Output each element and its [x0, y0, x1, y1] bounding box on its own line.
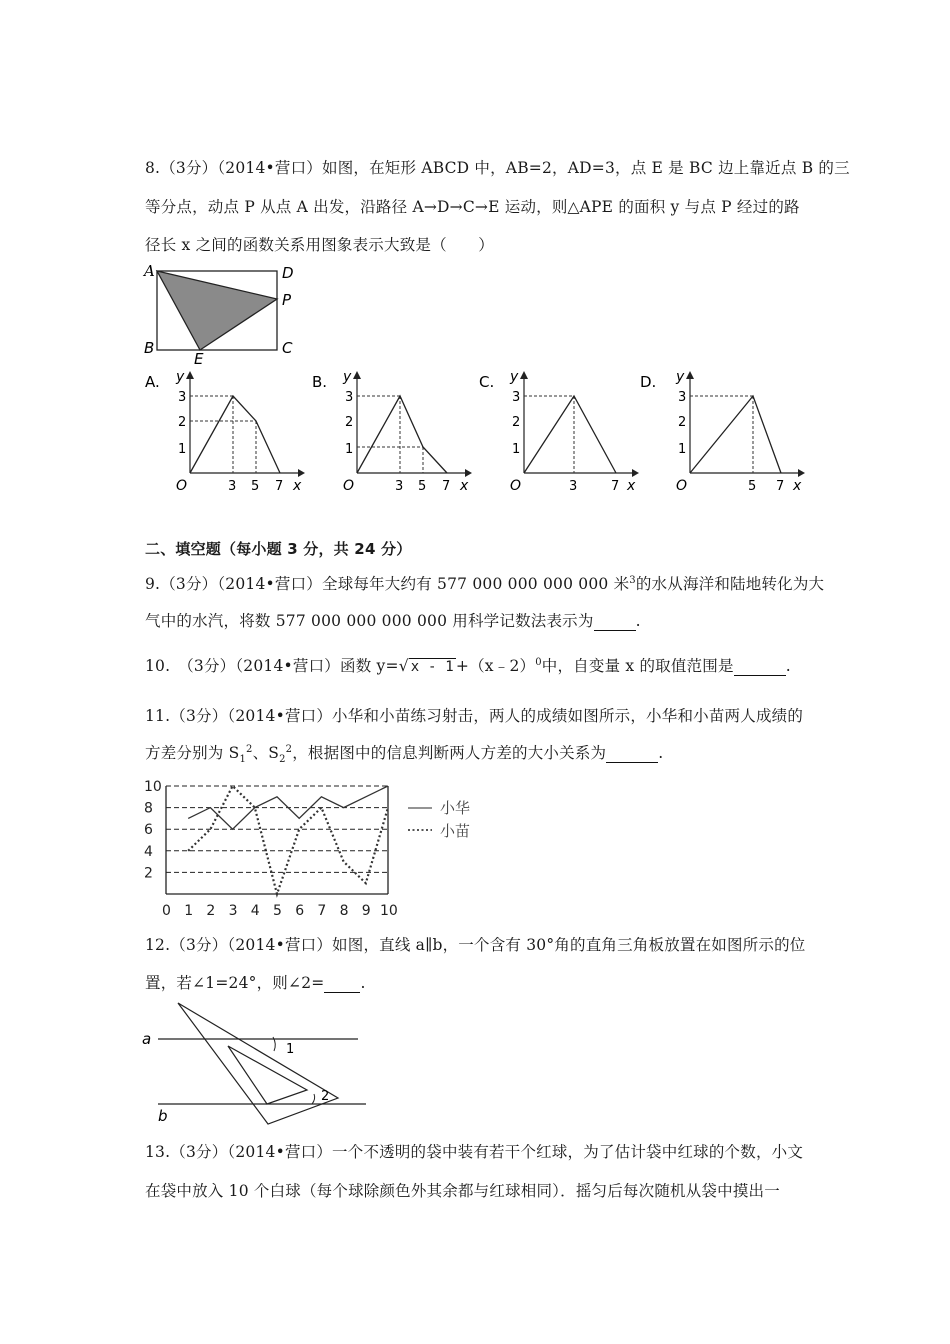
svg-text:3: 3 [228, 479, 237, 494]
label-line-a: a [142, 1030, 152, 1048]
svg-text:y: y [343, 369, 352, 385]
svg-text:1: 1 [512, 442, 521, 457]
svg-text:O: O [676, 478, 688, 494]
x-tick-label: 4 [250, 903, 260, 919]
label-c: C [282, 339, 293, 357]
svg-text:x: x [627, 478, 636, 494]
option-a-label[interactable]: A. [145, 373, 160, 391]
svg-text:3: 3 [345, 390, 354, 405]
q9-line-2: 气中的水汽，将数 577 000 000 000 000 用科学记数法表示为 . [145, 612, 641, 630]
svg-text:O: O [176, 478, 188, 494]
x-tick-label: 9 [361, 903, 371, 919]
label-e: E [194, 350, 204, 368]
chart-legend [408, 799, 470, 840]
svg-text:5: 5 [418, 479, 427, 494]
svg-text:5: 5 [251, 479, 260, 494]
q10-line: 10. （3分）（2014•营口）函数 y=√ x - 1 +（x﹣2）$^0$中，自变量 x 的取值范围是 . [145, 656, 791, 675]
triangle-inner [228, 1046, 307, 1104]
svg-text:2: 2 [678, 415, 687, 430]
option-c-label[interactable]: C. [479, 373, 495, 391]
q13-line-2: 在袋中放入 10 个白球（每个球除颜色外其余都与红球相同）．摇匀后每次随机从袋中摸出一 [145, 1182, 780, 1200]
svg-text:O: O [343, 478, 355, 494]
x-tick-label: 1 [184, 903, 194, 919]
x-tick-label: 0 [162, 903, 171, 919]
svg-text:1: 1 [178, 442, 187, 457]
svg-text:O: O [510, 478, 522, 494]
label-d: D [282, 264, 294, 282]
q8-line-1: 8.（3分）（2014•营口）如图，在矩形 ABCD 中，AB=2，AD=3，点 E 是 BC 边上靠近点 B 的三 [145, 159, 850, 177]
svg-text:y: y [176, 369, 185, 385]
label-p: P [282, 291, 292, 309]
label-angle-2: 2 [321, 1089, 330, 1104]
sqrt-radicand: x - 1 [410, 659, 454, 675]
svg-text:3: 3 [395, 479, 404, 494]
q9-answer-blank[interactable] [594, 612, 636, 631]
svg-text:y: y [676, 369, 685, 385]
svg-text:2: 2 [178, 415, 187, 430]
svg-text:2: 2 [512, 415, 521, 430]
y-tick-label: 6 [144, 822, 153, 839]
legend-xiaohua: 小华 [440, 799, 471, 817]
series-xiaomiao-line [188, 786, 388, 894]
q10-answer-blank[interactable] [734, 657, 786, 676]
x-tick-label: 8 [339, 903, 349, 919]
y-tick-label: 10 [144, 779, 162, 795]
q9-line-1: 9.（3分）（2014•营口）全球每年大约有 577 000 000 000 000 米$^3$的水从海洋和陆地转化为大 [145, 574, 825, 593]
label-line-b: b [158, 1107, 168, 1125]
option-a-graph [145, 369, 305, 494]
legend-xiaomiao: 小苗 [440, 822, 471, 840]
q8-line-3: 径长 x 之间的函数关系用图象表示大致是（ ） [145, 236, 494, 254]
svg-text:7: 7 [611, 479, 620, 494]
q12-triangle-figure [140, 1000, 380, 1130]
svg-text:7: 7 [275, 479, 284, 494]
svg-text:3: 3 [569, 479, 578, 494]
q11-line-2: 方差分别为 $S_1^2$、$S_2^2$，根据图中的信息判断两人方差的大小关系为 . [145, 743, 664, 766]
q12-answer-blank[interactable] [324, 974, 360, 993]
svg-text:7: 7 [776, 479, 785, 494]
x-tick-label: 6 [295, 903, 305, 919]
svg-text:3: 3 [678, 390, 687, 405]
svg-text:5: 5 [748, 479, 757, 494]
q11-answer-blank[interactable] [606, 744, 658, 763]
q8-line-2: 等分点，动点 P 从点 A 出发，沿路径 A→D→C→E 运动，则△APE 的面积 y 与点 P 经过的路 [145, 198, 800, 216]
svg-text:3: 3 [512, 390, 521, 405]
svg-text:y: y [510, 369, 519, 385]
triangle-outer [178, 1003, 338, 1124]
svg-text:3: 3 [178, 390, 187, 405]
label-angle-1: 1 [286, 1042, 295, 1057]
svg-text:x: x [793, 478, 802, 494]
q12-line-1: 12.（3分）（2014•营口）如图，直线 a∥b，一个含有 30°角的直角三角板放置在如图所示的位 [145, 936, 806, 954]
q8-options [140, 365, 820, 500]
q12-line-2: 置，若∠1=24°，则∠2= . [145, 974, 366, 992]
svg-text:1: 1 [345, 442, 354, 457]
section-heading: 二、填空题（每小题 3 分，共 24 分） [145, 540, 412, 558]
triangle-ape [157, 271, 277, 350]
svg-text:1: 1 [678, 442, 687, 457]
option-b-graph [312, 369, 472, 494]
y-tick-label: 2 [144, 865, 153, 882]
svg-text:x: x [460, 478, 469, 494]
svg-text:x: x [293, 478, 302, 494]
label-b: B [144, 339, 155, 357]
option-b-label[interactable]: B. [312, 373, 328, 391]
option-d-label[interactable]: D. [640, 373, 657, 391]
y-tick-label: 4 [144, 843, 153, 860]
x-tick-label: 5 [273, 903, 282, 919]
option-c-graph [479, 369, 639, 494]
option-d-graph [640, 369, 805, 494]
x-tick-label: 2 [206, 903, 216, 919]
svg-text:2: 2 [345, 415, 354, 430]
label-a: A [144, 262, 155, 280]
svg-text:7: 7 [442, 479, 451, 494]
q13-line-1: 13.（3分）（2014•营口）一个不透明的袋中装有若干个红球，为了估计袋中红球的个数，小文 [145, 1143, 804, 1161]
q8-rectangle-figure [140, 260, 310, 368]
x-tick-label: 3 [228, 903, 238, 919]
x-tick-label: 10 [380, 903, 398, 919]
x-tick-label: 7 [317, 903, 327, 919]
q11-score-chart [140, 778, 500, 920]
y-tick-label: 8 [144, 800, 153, 817]
q11-line-1: 11.（3分）（2014•营口）小华和小苗练习射击，两人的成绩如图所示，小华和小苗两人成绩的 [145, 707, 804, 725]
